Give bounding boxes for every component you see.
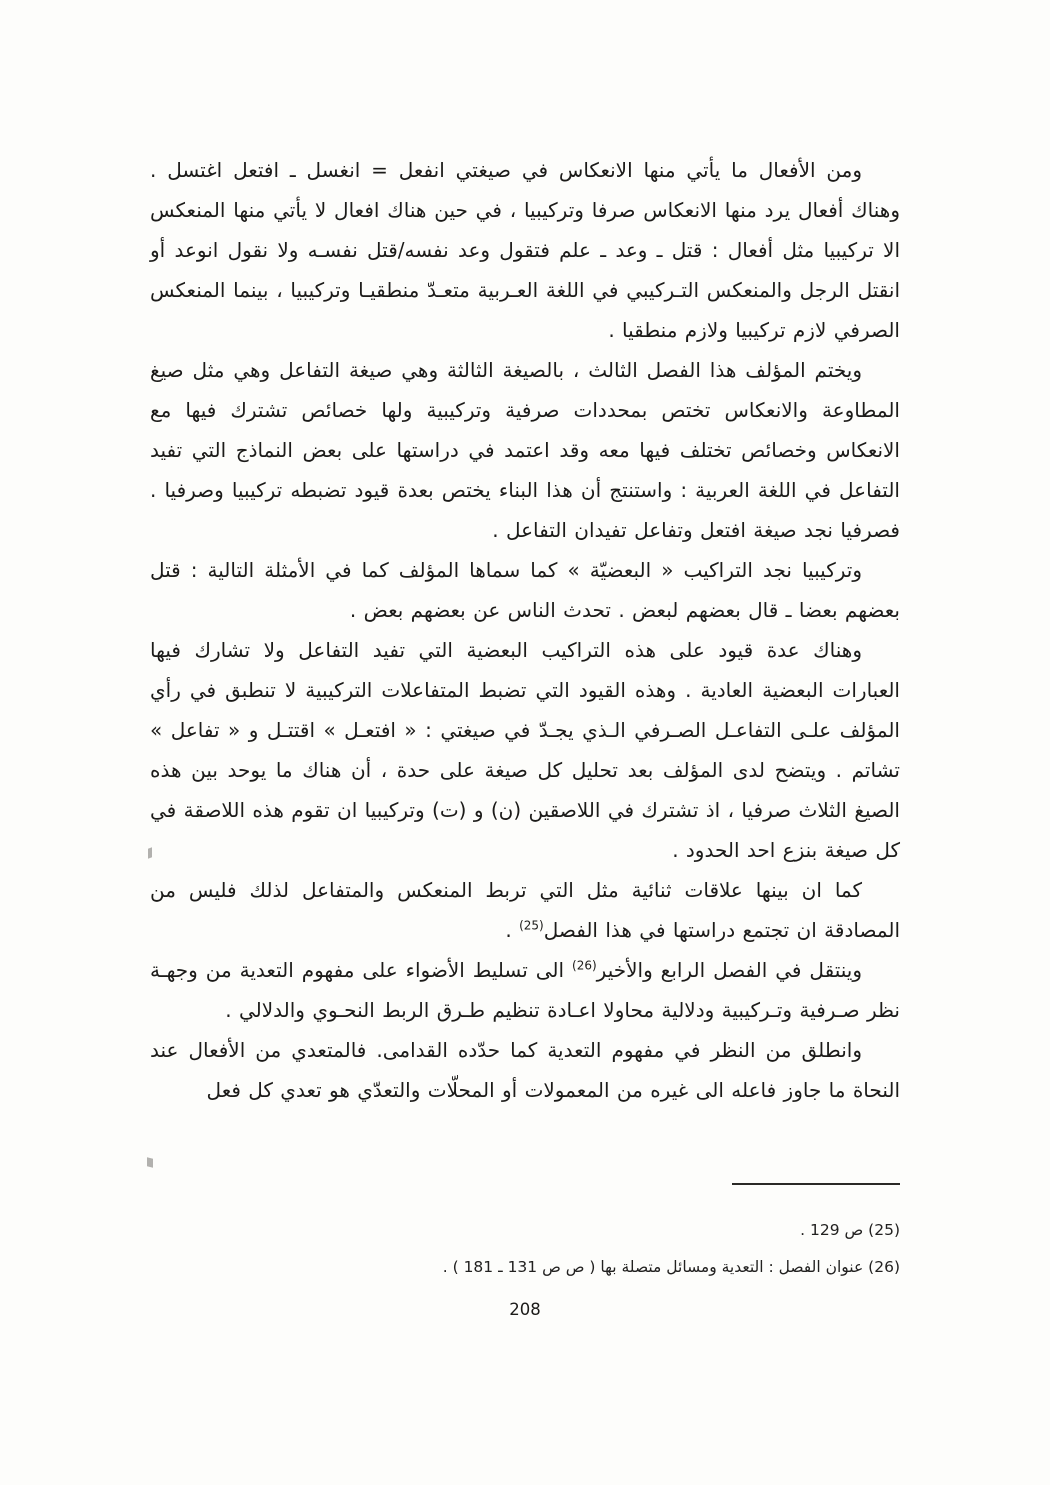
paragraph-text: كما ان بينها علاقات ثنائية مثل التي تربط المنعكس والمتفاعل لذلك فليس من المصادقة ان تجتمع دراستها في هذا الفصل — [150, 878, 900, 942]
page-number: 208 — [509, 1300, 541, 1319]
footnotes-section — [150, 1212, 900, 1286]
paragraph-text: الى تسليط الأضواء على مفهوم التعدية من وجهـة نظر صـرفية وتـركيبية ودلالية محاولا اعـادة تنظيم طـرق الربط النحـوي والدلالي . — [150, 958, 900, 1022]
page-body-text — [150, 150, 900, 1110]
paragraph-text: وينتقل في الفصل الرابع والأخير — [596, 958, 862, 982]
paragraph — [150, 950, 900, 1030]
scan-artifact — [148, 847, 152, 858]
paragraph: وهناك عدة قيود على هذه التراكيب البعضية التي تفيد التفاعل ولا تشارك فيها العبارات البعضية العادية . وهذه القيود التي تضبط المتفاعلات التركيبية لا تنطبق في رأي المؤلف علـى التفاعـل الصـرفي الـذي يجـدّ في صيغتي : « افتعـل » اقتتـل و « تفاعل » تشاتم . ويتضح لدى المؤلف بعد تحليل كل صيغة على حدة ، أن هناك ما يوحد بين هذه الصيغ الثلاث صرفيا ، اذ تشترك في اللاصقين (ن) و (ت) وتركيبيا ان تقوم هذه اللاصقة في كل صيغة بنزع احد الحدود . — [150, 638, 900, 862]
paragraph: وتركيبيا نجد التراكيب « البعضيّة » كما سماها المؤلف كما في الأمثلة التالية : قتل بعضهم بعضا ـ قال بعضهم لبعض . تحدث الناس عن بعضهم بعض . — [150, 558, 900, 622]
footnote-26: (26) عنوان الفصل : التعدية ومسائل متصلة بها ( ص ص 131 ـ 181 ) . — [442, 1258, 900, 1276]
paragraph: وانطلق من النظر في مفهوم التعدية كما حدّده القدامى. فالمتعدي من الأفعال عند النحاة ما جاوز فاعله الى غيره من المعمولات أو المحلّات والتعدّي هو تعدي كل فعل — [150, 1038, 900, 1102]
paragraph-text: . — [505, 918, 520, 942]
footnote-25: (25) ص 129 . — [800, 1221, 900, 1239]
paragraph: ومن الأفعال ما يأتي منها الانعكاس في صيغتي انفعل = انغسل ـ افتعل اغتسل . وهناك أفعال يرد منها الانعكاس صرفا وتركيبيا ، في حين هناك افعال لا يأتي منها المنعكس الا تركيبيا مثل أفعال : قتل ـ وعد ـ علم فتقول وعد نفسه/قتل نفسـه ولا نقول انوعد أو انقتل الرجل والمنعكس التـركيبي في اللغة العـربية متعـدّ منطقيـا وتركيبيا ، بينما المنعكس الصرفي لازم تركيبيا ولازم منطقيا . — [150, 158, 900, 342]
paragraph — [150, 870, 900, 950]
paragraph: ويختم المؤلف هذا الفصل الثالث ، بالصيغة الثالثة وهي صيغة التفاعل وهي مثل صيغ المطاوعة والانعكاس تختص بمحددات صرفية وتركيبية ولها خصائص تشترك فيها مع الانعكاس وخصائص تختلف فيها معه وقد اعتمد في دراستها على بعض النماذج التي تفيد التفاعل في اللغة العربية : واستنتج أن هذا البناء يختص بعدة قيود تضبطه تركيبيا وصرفيا . فصرفيا نجد صيغة افتعل وتفاعل تفيدان التفاعل . — [150, 358, 900, 542]
footnote-ref-26: (26) — [572, 958, 597, 973]
footnote-separator-rule — [732, 1183, 900, 1185]
scan-artifact — [147, 1157, 153, 1168]
footnote-ref-25: (25) — [519, 918, 544, 933]
